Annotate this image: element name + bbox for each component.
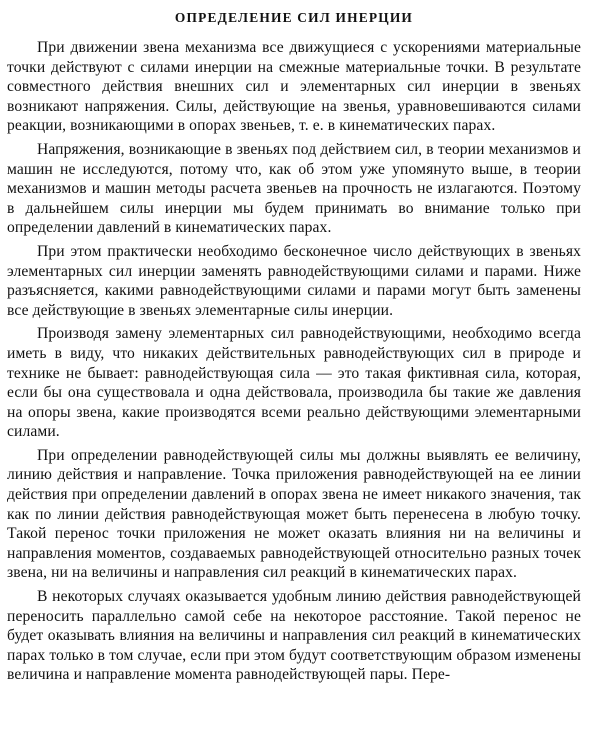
paragraph-6: В некоторых случаях оказывается удобным линию действия равнодействующей переносить параллельно самой себе на некоторое расстояние. Такой перенос не будет оказывать влияния на величины и направления сил реакций в кинематических парах только в том случае, если при этом будут соответствующим образом изменены величина и направление момента равнодействующей пары. Пере- (7, 588, 581, 684)
paragraph-3: При этом практически необходимо бесконечное число действующих в звеньях элементарных сил инерции заменять равнодействующими силами и парами. Ниже разъясняется, какими равнодействующими силами и парами могут быть заменены все действующие в звеньях элементарные силы инерции. (7, 242, 581, 319)
paragraph-4: Производя замену элементарных сил равнодействующими, необходимо всегда иметь в виду, что никаких действительных равнодействующих сил в природе и технике не бывает: равнодействующая сила — это такая фиктивная сила, которая, если бы она существовала и одна действовала, производила бы такие же давления на опоры звена, какие производятся всеми реально действующими элементарными силами. (7, 325, 581, 441)
paragraph-1: При движении звена механизма все движущиеся с ускорениями материальные точки действуют с силами инерции на смежные материальные точки. В результате совместного действия внешних сил и элементарных сил инерции в звеньях возникают напряжения. Силы, действующие на звенья, уравновешиваются силами реакции, возникающими в опорах звеньев, т. е. в кинематических парах. (7, 39, 581, 135)
document-page (7, 8, 581, 689)
section-title: ОПРЕДЕЛЕНИЕ СИЛ ИНЕРЦИИ (174, 10, 414, 25)
paragraph-2: Напряжения, возникающие в звеньях под действием сил, в теории механизмов и машин не исследуются, потому что, как об этом уже упомянуто выше, в теории механизмов и машин методы расчета звеньев на прочность не излагаются. Поэтому в дальнейшем силы инерции мы будем принимать во внимание только при определении давлений в кинематических парах. (7, 140, 581, 237)
paragraph-5: При определении равнодействующей силы мы должны выявлять ее величину, линию действия и направление. Точка приложения равнодействующей на ее линии действия при определении давлений в опорах звена не имеет никакого значения, так как по линии действия равнодействующая может быть перенесена в любую точку. Такой перенос точки приложения не может оказать влияния ни на величины и направления моментов, создаваемых равнодействующей относительно разных точек звена, ни на величины и направления сил реакций в кинематических парах. (7, 446, 581, 582)
